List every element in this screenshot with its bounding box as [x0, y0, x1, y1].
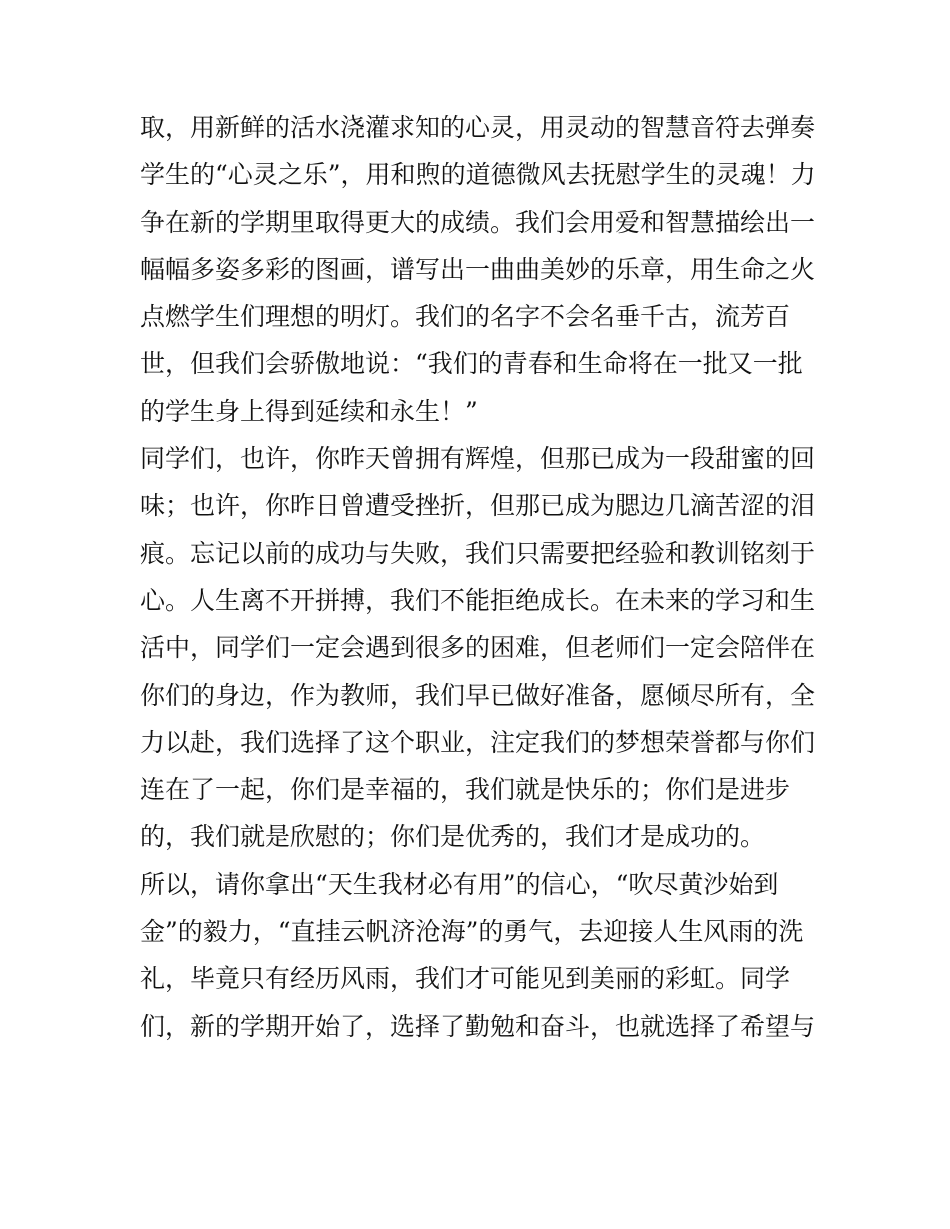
- text-line: 们，新的学期开始了，选择了勤勉和奋斗，也就选择了希望与: [140, 1011, 816, 1041]
- text-line: 礼，毕竟只有经历风雨，我们才可能见到美丽的彩虹。同学: [140, 964, 791, 994]
- text-line: 争在新的学期里取得更大的成绩。我们会用爱和智慧描绘出一: [140, 207, 816, 237]
- text-line: 连在了一起，你们是幸福的，我们就是快乐的；你们是进步: [140, 775, 791, 805]
- text-line: 同学们，也许，你昨天曾拥有辉煌，但那已成为一段甜蜜的回: [140, 444, 816, 474]
- text-line: 力以赴，我们选择了这个职业，注定我们的梦想荣誉都与你们: [140, 727, 816, 757]
- text-line: 味；也许，你昨日曾遭受挫折，但那已成为腮边几滴苦涩的泪: [140, 491, 816, 521]
- text-line: 痕。忘记以前的成功与失败，我们只需要把经验和教训铭刻于: [140, 538, 816, 568]
- text-line: 取，用新鲜的活水浇灌求知的心灵，用灵动的智慧音符去弹奏: [140, 113, 816, 142]
- text-line: 学生的“心灵之乐”，用和煦的道德微风去抚慰学生的灵魂！力: [140, 160, 816, 190]
- text-line: 活中，同学们一定会遇到很多的困难，但老师们一定会陪伴在: [140, 633, 816, 663]
- text-line: 所以，请你拿出“天生我材必有用”的信心，“吹尽黄沙始到: [140, 869, 779, 899]
- text-line: 世，但我们会骄傲地说：“我们的青春和生命将在一批又一批: [140, 349, 803, 379]
- text-line: 的，我们就是欣慰的；你们是优秀的，我们才是成功的。: [140, 822, 766, 852]
- text-line: 金”的毅力，“直挂云帆济沧海”的勇气，去迎接人生风雨的洗: [140, 917, 804, 947]
- text-line: 心。人生离不开拼搏，我们不能拒绝成长。在未来的学习和生: [140, 585, 816, 615]
- document-text: [140, 104, 820, 1050]
- text-line: 的学生身上得到延续和永生！”: [140, 396, 478, 426]
- text-line: 你们的身边，作为教师，我们早已做好准备，愿倾尽所有，全: [140, 680, 816, 710]
- text-line: 幅幅多姿多彩的图画，谱写出一曲曲美妙的乐章，用生命之火: [140, 254, 816, 284]
- text-line: 点燃学生们理想的明灯。我们的名字不会名垂千古，流芳百: [140, 302, 791, 332]
